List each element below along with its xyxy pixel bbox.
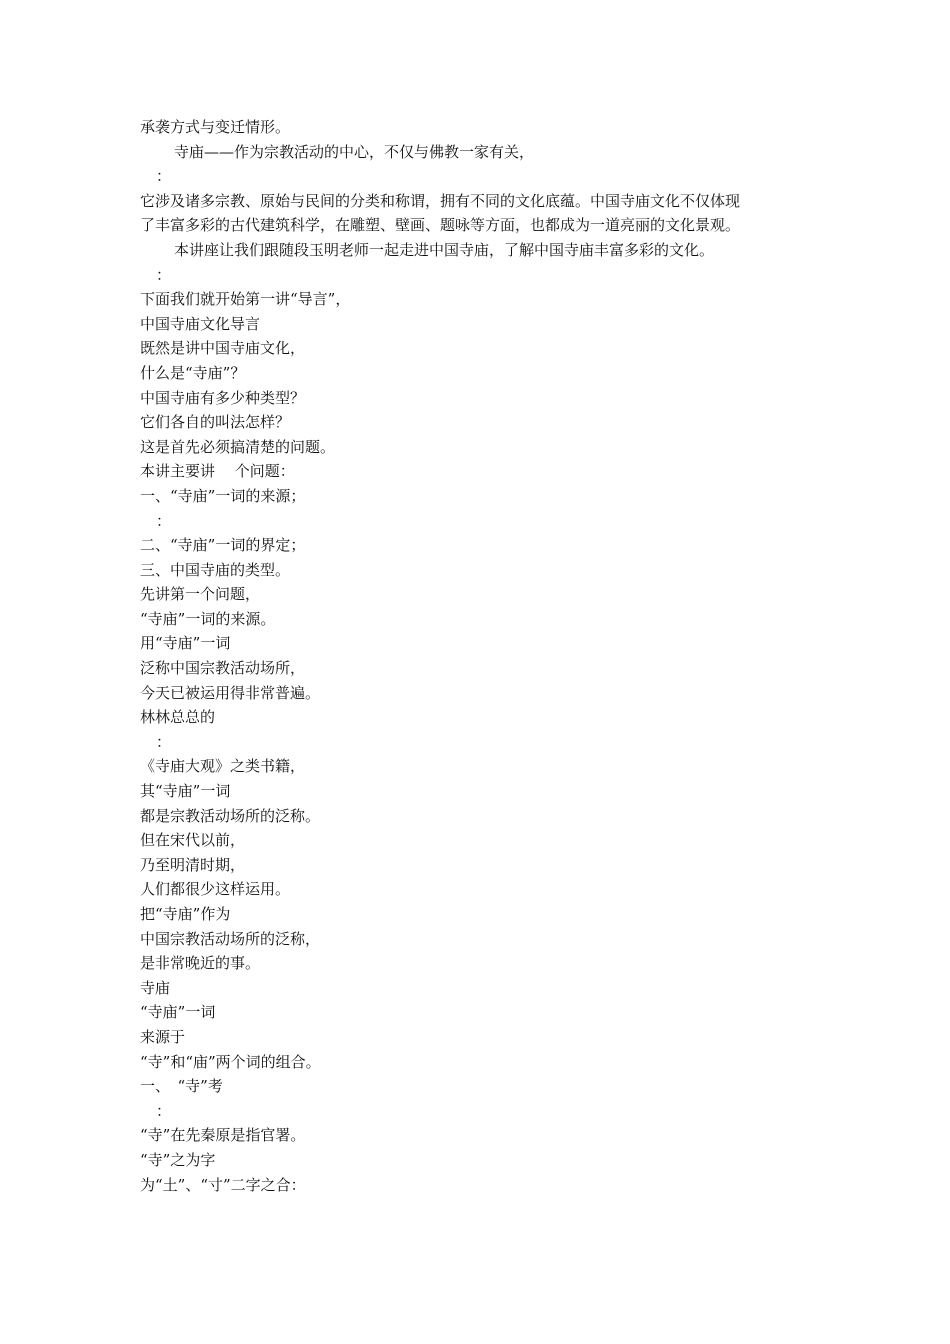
- text-line: 来源于: [140, 1027, 186, 1046]
- text-line: 本讲主要讲 个问题：: [140, 462, 295, 481]
- text-line: 都是宗教活动场所的泛称。: [140, 806, 321, 825]
- text-line: 承袭方式与变迁情形。: [140, 118, 291, 136]
- text-line: 其“寺庙”一词: [140, 782, 231, 801]
- text-line: 《寺庙大观》之类书籍，: [140, 757, 306, 776]
- text-line: 一、 “寺”考: [140, 1077, 223, 1096]
- text-line: “寺庙”一词的来源。: [140, 609, 276, 628]
- colon-marker: ：: [156, 732, 172, 751]
- text-line: 一、“寺庙”一词的来源；: [140, 486, 306, 505]
- text-line: 中国宗教活动场所的泛称，: [140, 929, 321, 948]
- text-line: 乃至明清时期，: [140, 855, 246, 874]
- text-line: 把“寺庙”作为: [140, 905, 231, 923]
- text-line: 中国寺庙文化导言: [140, 314, 261, 333]
- colon-marker: ：: [156, 1101, 172, 1120]
- text-line: 人们都很少这样运用。: [140, 880, 291, 899]
- text-line: “寺”和“庙”两个词的组合。: [140, 1052, 321, 1071]
- text-line: “寺庙”一词: [140, 1003, 216, 1022]
- text-line: 三、中国寺庙的类型。: [140, 560, 291, 579]
- text-line: 寺庙——作为宗教活动的中心，不仅与佛教一家有关，: [174, 142, 535, 161]
- colon-marker: ：: [156, 265, 172, 284]
- text-line: 用“寺庙”一词: [140, 634, 231, 653]
- text-line: 寺庙: [140, 978, 171, 997]
- text-line: 本讲座让我们跟随段玉明老师一起走进中国寺庙，了解中国寺庙丰富多彩的文化。: [174, 240, 715, 259]
- text-line: 但在宋代以前，: [140, 831, 246, 850]
- text-line: 这是首先必须搞清楚的问题。: [140, 437, 336, 456]
- document-body: [140, 115, 820, 1197]
- text-line: 林林总总的: [140, 708, 216, 727]
- text-line: 为“土”、“寸”二字之合：: [140, 1175, 306, 1194]
- text-line: 先讲第一个问题，: [140, 585, 261, 604]
- text-line: 什么是“寺庙”？: [140, 363, 246, 382]
- text-line: 是非常晚近的事。: [140, 954, 261, 973]
- text-line: “寺”之为字: [140, 1150, 216, 1169]
- text-line: 它涉及诸多宗教、原始与民间的分类和称谓，拥有不同的文化底蕴。中国寺庙文化不仅体现: [140, 191, 741, 210]
- colon-marker: ：: [156, 167, 172, 186]
- text-line: 下面我们就开始第一讲“导言”，: [140, 290, 351, 309]
- text-line: 中国寺庙有多少种类型？: [140, 388, 306, 407]
- text-line: 泛称中国宗教活动场所，: [140, 659, 306, 678]
- text-line: 今天已被运用得非常普遍。: [140, 683, 321, 702]
- text-line: 二、“寺庙”一词的界定；: [140, 536, 306, 555]
- text-line: 既然是讲中国寺庙文化，: [140, 339, 306, 358]
- text-line: 它们各自的叫法怎样？: [140, 413, 291, 432]
- colon-marker: ：: [156, 511, 172, 530]
- text-line: “寺”在先秦原是指官署。: [140, 1126, 306, 1145]
- text-line: 了丰富多彩的古代建筑科学，在雕塑、壁画、题咏等方面，也都成为一道亮丽的文化景观。: [140, 216, 741, 235]
